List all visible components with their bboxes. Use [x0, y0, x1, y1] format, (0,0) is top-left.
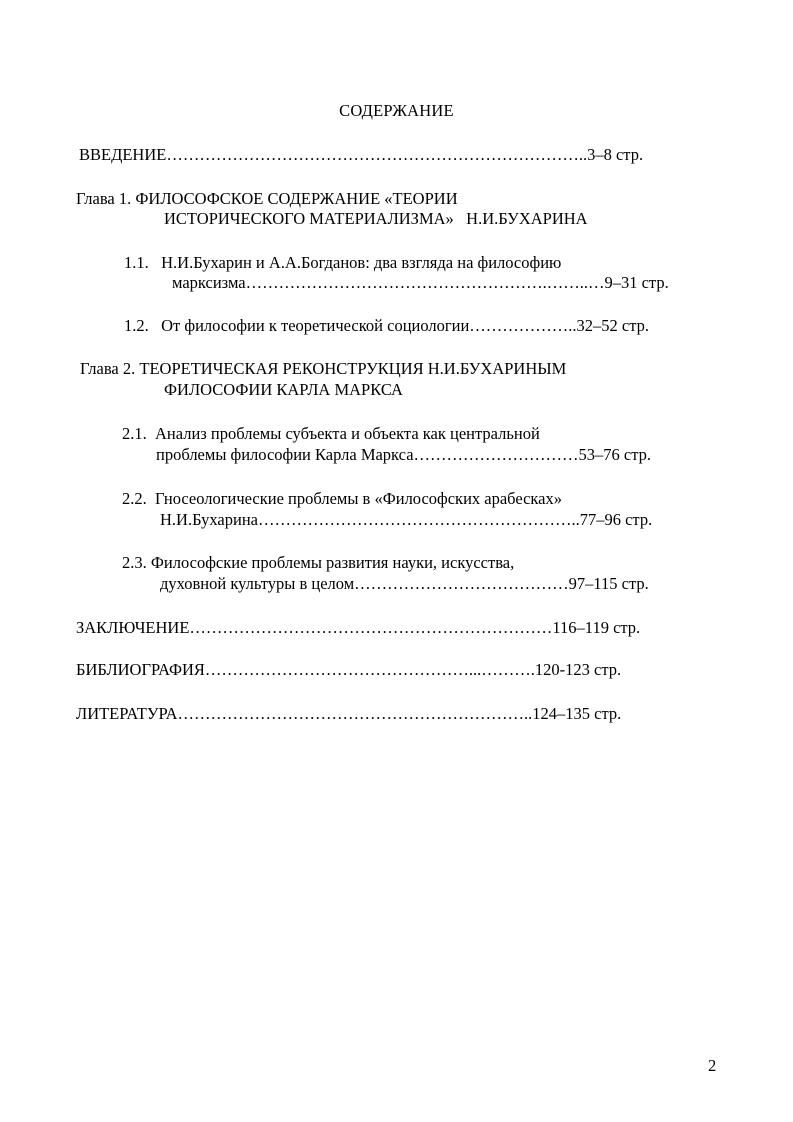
toc-section-2-2-line2: Н.И.Бухарина…………………………………………………..77–96 стр. [160, 510, 653, 529]
toc-section-2-1-line1: 2.1. Анализ проблемы субъекта и объекта как центральной [122, 424, 540, 443]
toc-section-2-3-line1: 2.3. Философские проблемы развития науки, искусства, [122, 553, 515, 572]
page-number: 2 [708, 1056, 717, 1075]
toc-chapter-1-title-line2: ИСТОРИЧЕСКОГО МАТЕРИАЛИЗМА» Н.И.БУХАРИНА [164, 209, 588, 228]
toc-entry-bibliography: БИБЛИОГРАФИЯ…………………………………………...……….120-123 стр. [76, 660, 622, 679]
toc-section-1-1-line2: марксизма……………………………………………….……..…9–31 стр. [172, 273, 669, 292]
toc-chapter-2-title-line1: Глава 2. ТЕОРЕТИЧЕСКАЯ РЕКОНСТРУКЦИЯ Н.И.БУХАРИНЫМ [80, 359, 567, 378]
toc-entry-conclusion: ЗАКЛЮЧЕНИЕ…………………………………………………………116–119 стр. [76, 618, 641, 637]
toc-entry-introduction: ВВЕДЕНИЕ…………………………………………………………………..3–8 стр. [79, 145, 644, 164]
toc-chapter-1-title-line1: Глава 1. ФИЛОСОФСКОЕ СОДЕРЖАНИЕ «ТЕОРИИ [76, 189, 458, 208]
toc-section-2-3-line2: духовной культуры в целом…………………………………97–115 стр. [160, 574, 649, 593]
toc-entry-literature: ЛИТЕРАТУРА………………………………………………………..124–135 стр. [76, 704, 622, 723]
toc-section-1-1-line1: 1.1. Н.И.Бухарин и А.А.Богданов: два взгляда на философию [124, 253, 562, 272]
toc-section-2-1-line2: проблемы философии Карла Маркса…………………………53–76 стр. [156, 445, 651, 464]
page-title: СОДЕРЖАНИЕ [339, 101, 454, 120]
toc-section-2-2-line1: 2.2. Гносеологические проблемы в «Философских арабесках» [122, 489, 562, 508]
toc-chapter-2-title-line2: ФИЛОСОФИИ КАРЛА МАРКСА [164, 380, 403, 399]
toc-section-1-2: 1.2. От философии к теоретической социологии………………..32–52 стр. [124, 316, 650, 335]
